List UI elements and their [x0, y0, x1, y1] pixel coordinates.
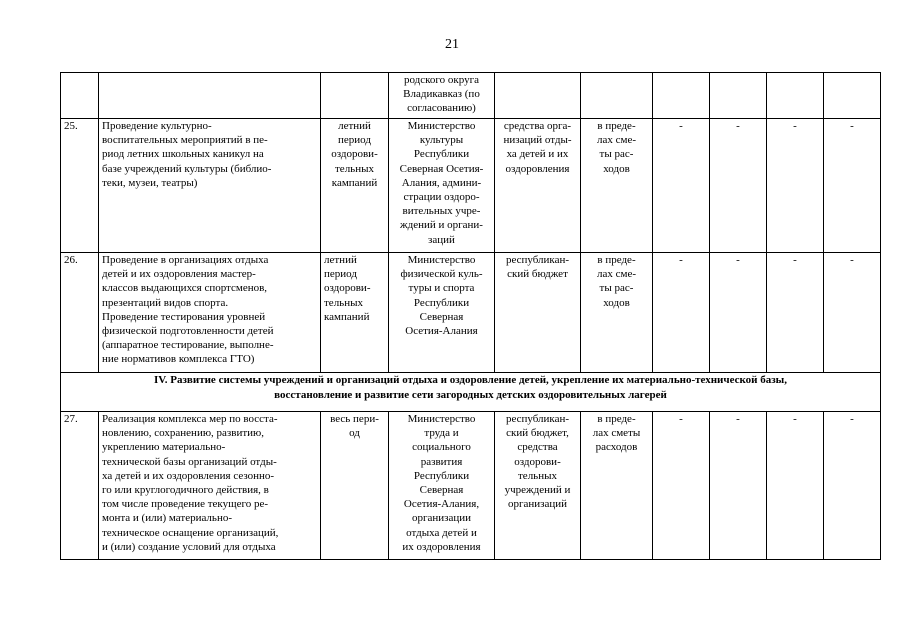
text-line: средства орга-: [503, 120, 572, 132]
implementation-period: [321, 119, 389, 253]
text-line: Проведение тестирования уровней: [102, 310, 266, 323]
funding-source: [495, 119, 581, 253]
table-row-continuation: [61, 73, 881, 119]
text-line: организации: [411, 512, 472, 525]
text-line: тельных: [518, 469, 557, 482]
text-line: средства: [517, 441, 558, 454]
text-line: Осетия-Алания,: [403, 498, 480, 511]
text-line: IV. Развитие системы учреждений и организаций отдыха и оздоровление детей, укрепление их материально-технической базы,: [153, 374, 788, 386]
text-line: в преде-: [597, 413, 636, 425]
row-number: 27.: [61, 412, 99, 560]
text-line: теки, музеи, театры): [102, 176, 198, 189]
text-line: ходов: [603, 162, 630, 175]
text-line: монта и (или) материально-: [102, 512, 232, 525]
text-line: кампаний: [331, 176, 378, 189]
text-line: Реализация комплекса мер по восста-: [102, 413, 278, 425]
funding-amount: [581, 412, 653, 560]
text-line: технической базы организаций отды-: [102, 455, 277, 468]
year-value: -: [710, 253, 767, 373]
executor: [389, 119, 495, 253]
section-heading-row: [61, 373, 881, 412]
text-line: Алания, админи-: [401, 176, 482, 189]
text-line: ты рас-: [599, 148, 634, 161]
text-line: Министерство: [407, 413, 476, 425]
text-line: Республики: [413, 469, 470, 482]
implementation-period: [321, 253, 389, 373]
text-line: презентаций видов спорта.: [102, 296, 229, 309]
text-line: родского округа: [403, 74, 480, 86]
text-line: отдыха детей и: [406, 526, 477, 539]
cell-executor: [389, 73, 495, 119]
year-value: -: [710, 412, 767, 560]
year-value: -: [767, 412, 824, 560]
text-line: ский бюджет: [507, 268, 568, 281]
text-line: ты рас-: [599, 282, 634, 295]
text-line: укреплению материально-: [102, 441, 226, 454]
section-heading: [61, 373, 881, 412]
text-line: труда и: [424, 427, 459, 440]
cell-year: [653, 73, 710, 119]
text-line: ский бюджет,: [506, 427, 569, 440]
text-line: республикан-: [505, 254, 570, 266]
measure-name: [99, 253, 321, 373]
text-line: низаций отды-: [503, 134, 572, 147]
text-line: расходов: [595, 441, 638, 454]
funding-amount: [581, 119, 653, 253]
table-row-26: [61, 253, 881, 373]
text-line: техническое оснащение организаций,: [102, 526, 279, 539]
text-line: учреждений и: [504, 484, 571, 497]
text-line: лах сметы: [592, 427, 641, 440]
year-value: -: [653, 119, 710, 253]
text-line: физической куль-: [400, 268, 483, 281]
text-line: новлению, сохранению, развитию,: [102, 427, 265, 440]
text-line: (аппаратное тестирование, выполне-: [102, 339, 274, 352]
text-line: период: [324, 268, 357, 281]
text-line: страции оздоро-: [403, 191, 480, 204]
text-line: Проведение культурно-: [102, 120, 212, 132]
row-number: 26.: [61, 253, 99, 373]
text-line: и (или) создание условий для отдыха: [102, 540, 276, 553]
text-line: Владикавказ (по: [403, 88, 480, 101]
text-line: оздорови-: [331, 148, 378, 161]
measure-name: [99, 119, 321, 253]
text-line: оздоровления: [505, 162, 570, 175]
text-line: организаций: [507, 498, 568, 511]
text-line: туры и спорта: [408, 282, 475, 295]
executor: [389, 253, 495, 373]
text-line: тельных: [335, 162, 374, 175]
page-number: 21: [445, 37, 459, 52]
cell-source: [495, 73, 581, 119]
text-line: заций: [428, 233, 455, 246]
year-value: -: [767, 119, 824, 253]
year-value: -: [824, 119, 881, 253]
year-value: -: [710, 119, 767, 253]
funding-source: [495, 412, 581, 560]
cell-year: [710, 73, 767, 119]
table-row-25: [61, 119, 881, 253]
year-value: -: [653, 412, 710, 560]
text-line: республикан-: [505, 413, 570, 425]
text-line: Северная Осетия-: [399, 162, 484, 175]
cell-amount: [581, 73, 653, 119]
text-line: риод летних школьных каникул на: [102, 148, 264, 161]
text-line: Республики: [413, 296, 470, 309]
text-line: том числе проведение текущего ре-: [102, 498, 268, 511]
text-line: летний: [324, 254, 357, 266]
year-value: -: [824, 253, 881, 373]
text-line: Министерство: [407, 120, 476, 132]
text-line: ха детей и их оздоровления сезонно-: [102, 469, 275, 482]
funding-amount: [581, 253, 653, 373]
text-line: ха детей и их: [506, 148, 569, 161]
text-line: оздорови-: [514, 455, 561, 468]
table-row-27: [61, 412, 881, 560]
text-line: кампаний: [324, 310, 370, 323]
text-line: вительных учре-: [402, 205, 481, 218]
row-number: 25.: [61, 119, 99, 253]
text-line: од: [349, 427, 360, 440]
text-line: ждений и органи-: [400, 219, 483, 232]
measures-table: [60, 72, 881, 560]
cell-num: [61, 73, 99, 119]
year-value: -: [767, 253, 824, 373]
text-line: Осетия-Алания: [405, 325, 478, 338]
cell-year: [767, 73, 824, 119]
text-line: детей и их оздоровления мастер-: [102, 268, 256, 281]
text-line: культуры: [419, 134, 464, 147]
text-line: период: [338, 134, 371, 147]
text-line: ние нормативов комплекса ГТО): [102, 353, 255, 366]
funding-source: [495, 253, 581, 373]
text-line: ходов: [603, 296, 630, 309]
text-line: базе учреждений культуры (библио-: [102, 162, 272, 175]
cell-year: [824, 73, 881, 119]
year-value: -: [824, 412, 881, 560]
year-value: -: [653, 253, 710, 373]
text-line: в преде-: [597, 254, 636, 266]
text-line: восстановление и развитие сети загородных детских оздоровительных лагерей: [274, 389, 667, 401]
text-line: летний: [338, 120, 371, 132]
implementation-period: [321, 412, 389, 560]
text-line: согласованию): [407, 102, 476, 115]
text-line: их оздоровления: [402, 540, 481, 553]
text-line: Министерство: [407, 254, 476, 266]
cell-name: [99, 73, 321, 119]
text-line: тельных: [324, 296, 363, 309]
text-line: лах сме-: [596, 134, 636, 147]
text-line: лах сме-: [596, 268, 636, 281]
text-line: Северная: [419, 310, 464, 323]
text-line: оздорови-: [324, 282, 371, 295]
text-line: Проведение в организациях отдыха: [102, 254, 269, 266]
text-line: Республики: [413, 148, 470, 161]
executor: [389, 412, 495, 560]
text-line: Северная: [419, 484, 464, 497]
text-line: классов выдающихся спортсменов,: [102, 282, 268, 295]
text-line: весь пери-: [330, 413, 379, 425]
measure-name: [99, 412, 321, 560]
text-line: воспитательных мероприятий в пе-: [102, 134, 268, 147]
text-line: социального: [412, 441, 471, 454]
text-line: развития: [420, 455, 463, 468]
text-line: в преде-: [597, 120, 636, 132]
text-line: го или круглогодичного действия, в: [102, 484, 269, 497]
text-line: физической подготовленности детей: [102, 325, 274, 338]
cell-period: [321, 73, 389, 119]
